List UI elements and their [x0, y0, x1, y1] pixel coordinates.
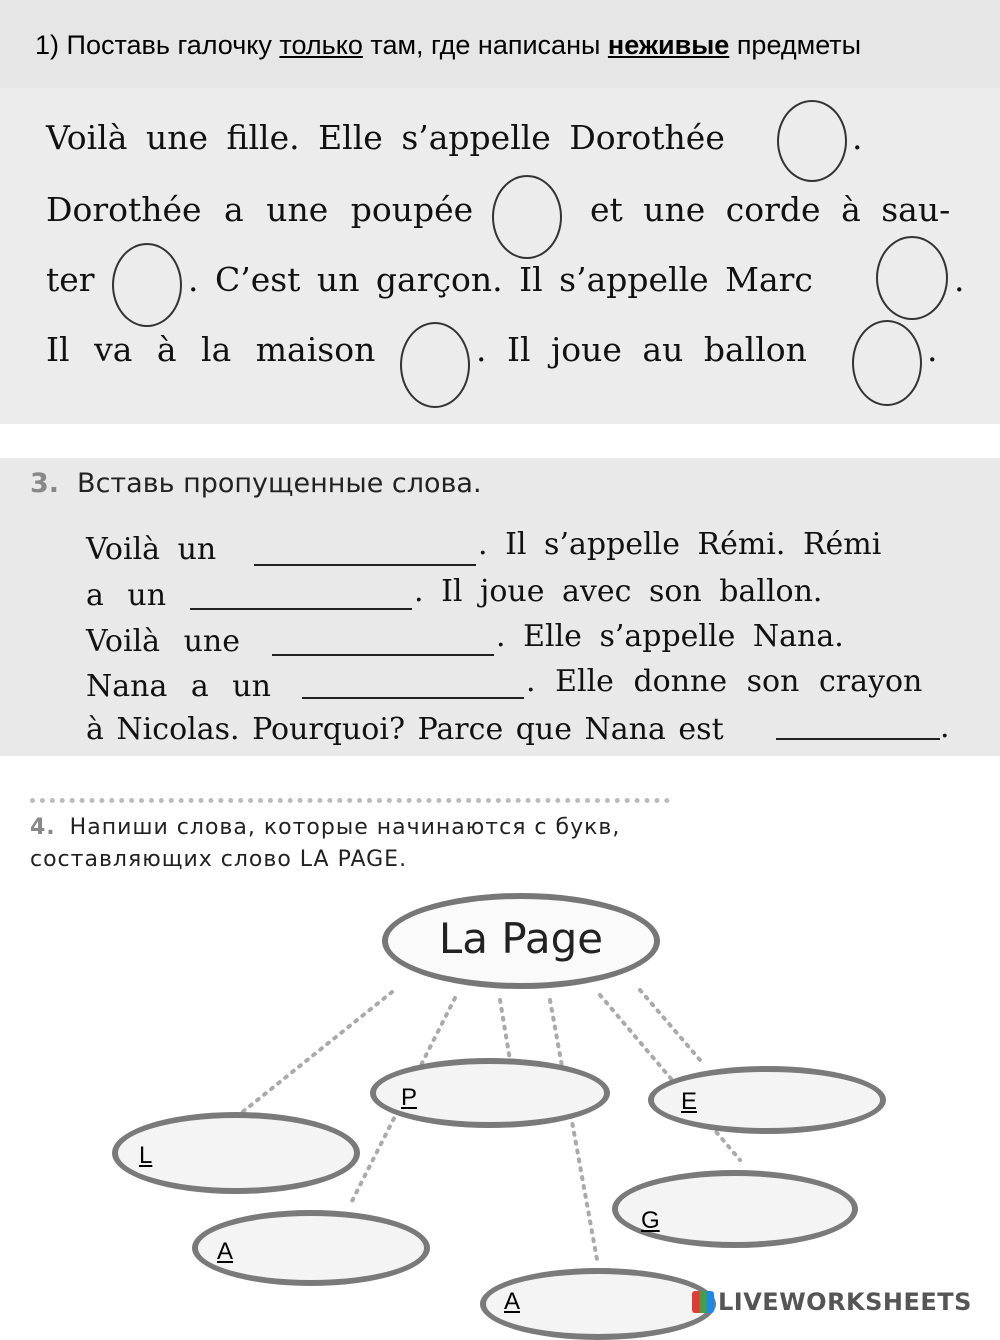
letter-G[interactable]: G: [641, 1207, 660, 1234]
task3-line-3a: Voilà une: [86, 624, 240, 659]
checkbox-circle-4[interactable]: [876, 236, 948, 320]
task3-line-3b: . Elle s’appelle Nana.: [496, 619, 844, 654]
blank-2[interactable]: [190, 608, 412, 610]
task3-line-4a: Nana a un: [86, 669, 271, 704]
blank-4[interactable]: [302, 697, 524, 699]
task3-title: 3. Вставь пропущенные слова.: [30, 468, 482, 499]
task1-line-3-end: .: [954, 260, 965, 299]
letter-E[interactable]: E: [681, 1088, 698, 1115]
task1-line-1: Voilà une fille. Elle s’appelle Dorothée: [46, 118, 725, 157]
task1-line-4b: . Il joue au ballon: [476, 330, 807, 369]
brand-icon: [692, 1291, 714, 1313]
letter-A2[interactable]: A: [504, 1288, 521, 1315]
checkbox-circle-6[interactable]: [852, 320, 922, 406]
task1-line-2b: et une corde à sau-: [590, 190, 951, 229]
task4-title: 4. Напиши слова, которые начинаются с букв, составляющих слово LA PAGE.: [30, 815, 621, 872]
task1-line-4a: Il va à la maison: [46, 330, 376, 369]
liveworksheets-logo: LIVEWORKSHEETS: [692, 1288, 972, 1316]
task1-line-3a: ter: [46, 260, 95, 299]
task3-line-5-end: .: [940, 710, 950, 745]
task3-line-5a: à Nicolas. Pourquoi? Parce que Nana est: [86, 712, 724, 747]
blank-1[interactable]: [254, 564, 476, 566]
task3-line-2b: . Il joue avec son ballon.: [414, 574, 823, 609]
task1-line-2a: Dorothée a une poupée: [46, 190, 474, 229]
checkbox-circle-2[interactable]: [492, 175, 562, 259]
blank-3[interactable]: [272, 654, 494, 656]
task3-line-1a: Voilà un: [86, 532, 217, 567]
center-word: La Page: [438, 914, 604, 963]
dotted-divider: [30, 798, 670, 803]
task1-line-1-end: .: [852, 118, 863, 157]
blank-5[interactable]: [776, 738, 940, 740]
checkbox-circle-1[interactable]: [777, 100, 847, 182]
letter-P[interactable]: P: [401, 1084, 418, 1111]
task1-instruction: 1) Поставь галочку только там, где написаны неживые предметы: [35, 30, 862, 60]
task1-line-3b: . C’est un garçon. Il s’appelle Marc: [188, 260, 813, 299]
checkbox-circle-3[interactable]: [112, 243, 182, 327]
letter-L[interactable]: L: [139, 1142, 153, 1169]
task3-line-1b: . Il s’appelle Rémi. Rémi: [478, 527, 882, 562]
letter-A1[interactable]: A: [217, 1238, 234, 1265]
task3-line-2a: a un: [86, 578, 167, 613]
task1-line-4-end: .: [927, 330, 938, 369]
task3-line-4b: . Elle donne son crayon: [526, 664, 923, 699]
checkbox-circle-5[interactable]: [400, 322, 470, 408]
